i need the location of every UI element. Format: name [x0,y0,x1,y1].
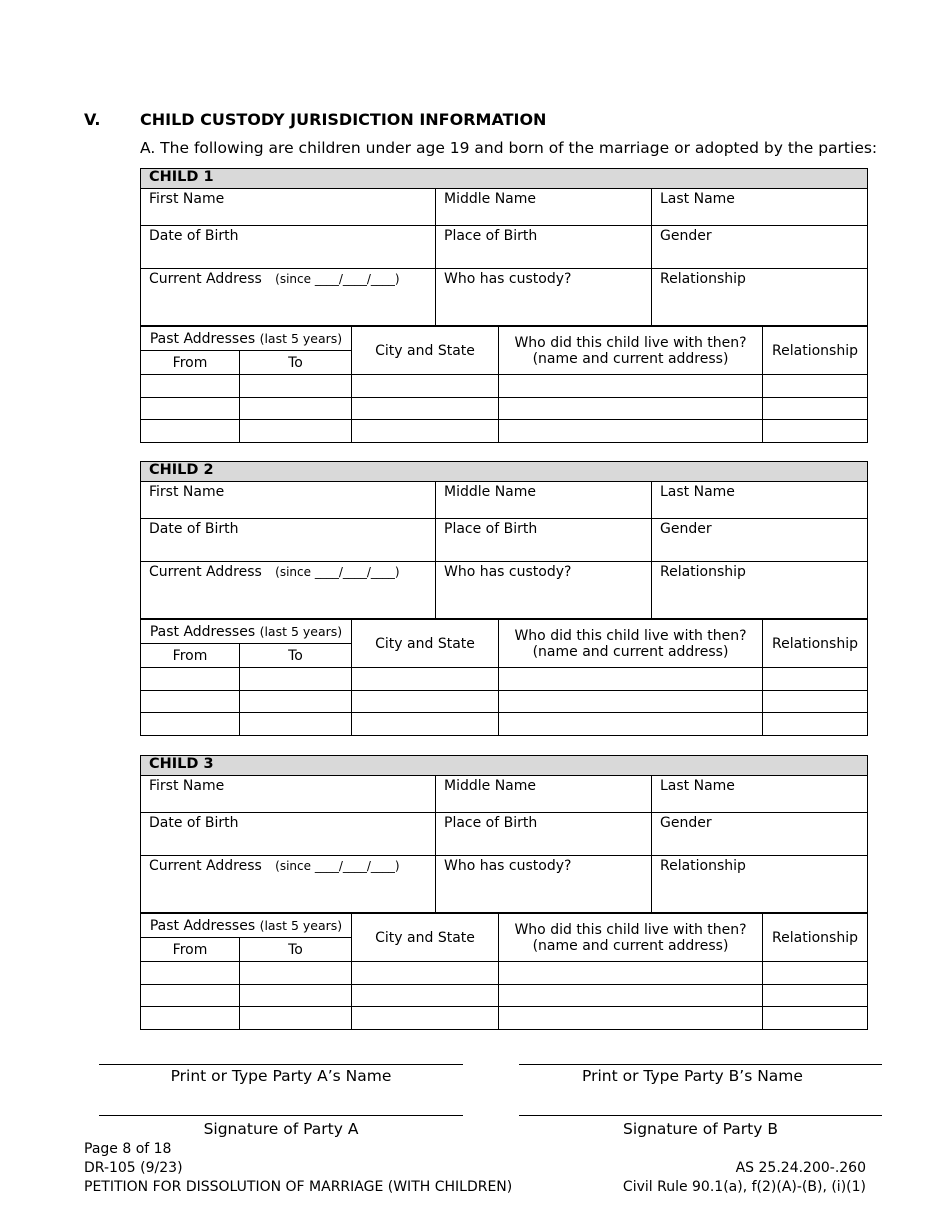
relationship-field[interactable]: Relationship [652,269,868,326]
lived-with-cell[interactable] [499,397,763,420]
city-state-cell[interactable] [352,668,499,691]
section-title: CHILD CUSTODY JURISDICTION INFORMATION [140,110,547,129]
place-of-birth-field[interactable]: Place of Birth [436,813,652,856]
child-info-table [140,461,868,619]
past-address-row [141,1007,868,1030]
city-state-cell[interactable] [352,397,499,420]
to-cell[interactable] [240,375,352,398]
child-title: CHILD 1 [141,169,868,189]
to-header: To [240,351,352,375]
relationship-cell[interactable] [763,375,868,398]
past-relationship-header: Relationship [763,914,868,962]
to-cell[interactable] [240,962,352,985]
party-b-signature-label: Signature of Party B [623,1120,778,1138]
to-header: To [240,644,352,668]
past-address-row [141,984,868,1007]
section-intro: A. The following are children under age 19 and born of the marriage or adopted by the parties: [140,139,878,157]
relationship-field[interactable]: Relationship [652,856,868,913]
child-block [140,461,867,736]
past-address-row [141,420,868,443]
custody-field[interactable]: Who has custody? [436,562,652,619]
from-header: From [141,351,240,375]
party-a-name-label: Print or Type Party A’s Name [170,1067,392,1085]
statute-reference: AS 25.24.200-.260 [735,1160,866,1176]
to-cell[interactable] [240,1007,352,1030]
to-cell[interactable] [240,713,352,736]
relationship-cell[interactable] [763,962,868,985]
from-header: From [141,938,240,962]
date-of-birth-field[interactable]: Date of Birth [141,226,436,269]
past-address-row [141,962,868,985]
child-title: CHILD 2 [141,462,868,482]
to-cell[interactable] [240,397,352,420]
from-header: From [141,644,240,668]
child-block [140,168,867,443]
relationship-cell[interactable] [763,1007,868,1030]
middle-name-field[interactable]: Middle Name [436,482,652,519]
custody-field[interactable]: Who has custody? [436,856,652,913]
date-of-birth-field[interactable]: Date of Birth [141,519,436,562]
footer-left [84,1140,512,1197]
section-number: V. [84,110,101,129]
relationship-cell[interactable] [763,397,868,420]
party-b-signature-line[interactable] [519,1115,882,1116]
past-address-row [141,668,868,691]
custody-field[interactable]: Who has custody? [436,269,652,326]
first-name-field[interactable]: First Name [141,776,436,813]
first-name-field[interactable]: First Name [141,482,436,519]
to-header: To [240,938,352,962]
party-a-name-line[interactable] [99,1064,463,1065]
current-address-field[interactable]: Current Address (since ____/____/____) [141,856,436,913]
relationship-cell[interactable] [763,984,868,1007]
city-state-header: City and State [352,327,499,375]
lived-with-cell[interactable] [499,713,763,736]
from-cell[interactable] [141,690,240,713]
lived-with-header: Who did this child live with then? (name and current address) [499,327,763,375]
page-number: Page 8 of 18 [84,1141,172,1157]
to-cell[interactable] [240,668,352,691]
relationship-cell[interactable] [763,668,868,691]
last-name-field[interactable]: Last Name [652,482,868,519]
current-address-field[interactable]: Current Address (since ____/____/____) [141,269,436,326]
past-addresses-header: Past Addresses (last 5 years) [141,327,352,351]
gender-field[interactable]: Gender [652,226,868,269]
past-address-row [141,690,868,713]
lived-with-header: Who did this child live with then? (name and current address) [499,620,763,668]
last-name-field[interactable]: Last Name [652,776,868,813]
to-cell[interactable] [240,420,352,443]
place-of-birth-field[interactable]: Place of Birth [436,519,652,562]
place-of-birth-field[interactable]: Place of Birth [436,226,652,269]
party-a-signature-label: Signature of Party A [203,1120,359,1138]
party-b-name-line[interactable] [519,1064,882,1065]
past-addresses-header: Past Addresses (last 5 years) [141,620,352,644]
civil-rule-reference: Civil Rule 90.1(a), f(2)(A)-(B), (i)(1) [622,1179,866,1195]
from-cell[interactable] [141,1007,240,1030]
gender-field[interactable]: Gender [652,813,868,856]
city-state-header: City and State [352,620,499,668]
past-addresses-table [140,326,868,443]
middle-name-field[interactable]: Middle Name [436,189,652,226]
lived-with-cell[interactable] [499,690,763,713]
lived-with-cell[interactable] [499,375,763,398]
past-addresses-table [140,913,868,1030]
child-block [140,755,867,1030]
relationship-cell[interactable] [763,690,868,713]
from-cell[interactable] [141,984,240,1007]
date-of-birth-field[interactable]: Date of Birth [141,813,436,856]
last-name-field[interactable]: Last Name [652,189,868,226]
relationship-cell[interactable] [763,420,868,443]
current-address-field[interactable]: Current Address (since ____/____/____) [141,562,436,619]
city-state-cell[interactable] [352,984,499,1007]
past-addresses-table [140,619,868,736]
form-title: PETITION FOR DISSOLUTION OF MARRIAGE (WITH CHILDREN) [84,1179,513,1195]
past-relationship-header: Relationship [763,620,868,668]
past-address-row [141,397,868,420]
city-state-cell[interactable] [352,375,499,398]
gender-field[interactable]: Gender [652,519,868,562]
lived-with-header: Who did this child live with then? (name and current address) [499,914,763,962]
middle-name-field[interactable]: Middle Name [436,776,652,813]
city-state-cell[interactable] [352,420,499,443]
from-cell[interactable] [141,713,240,736]
past-address-row [141,375,868,398]
past-relationship-header: Relationship [763,327,868,375]
child-title: CHILD 3 [141,756,868,776]
party-b-name-label: Print or Type Party B’s Name [582,1067,803,1085]
city-state-cell[interactable] [352,713,499,736]
child-info-table [140,755,868,913]
from-cell[interactable] [141,962,240,985]
from-cell[interactable] [141,375,240,398]
first-name-field[interactable]: First Name [141,189,436,226]
lived-with-cell[interactable] [499,420,763,443]
city-state-cell[interactable] [352,1007,499,1030]
lived-with-cell[interactable] [499,1007,763,1030]
past-address-row [141,713,868,736]
lived-with-cell[interactable] [499,984,763,1007]
city-state-cell[interactable] [352,690,499,713]
child-info-table [140,168,868,326]
from-cell[interactable] [141,420,240,443]
from-cell[interactable] [141,668,240,691]
party-a-signature-line[interactable] [99,1115,463,1116]
lived-with-cell[interactable] [499,668,763,691]
from-cell[interactable] [141,397,240,420]
form-id: DR-105 (9/23) [84,1160,183,1176]
to-cell[interactable] [240,984,352,1007]
footer-right [623,1159,866,1197]
city-state-cell[interactable] [352,962,499,985]
to-cell[interactable] [240,690,352,713]
relationship-cell[interactable] [763,713,868,736]
lived-with-cell[interactable] [499,962,763,985]
city-state-header: City and State [352,914,499,962]
past-addresses-header: Past Addresses (last 5 years) [141,914,352,938]
relationship-field[interactable]: Relationship [652,562,868,619]
